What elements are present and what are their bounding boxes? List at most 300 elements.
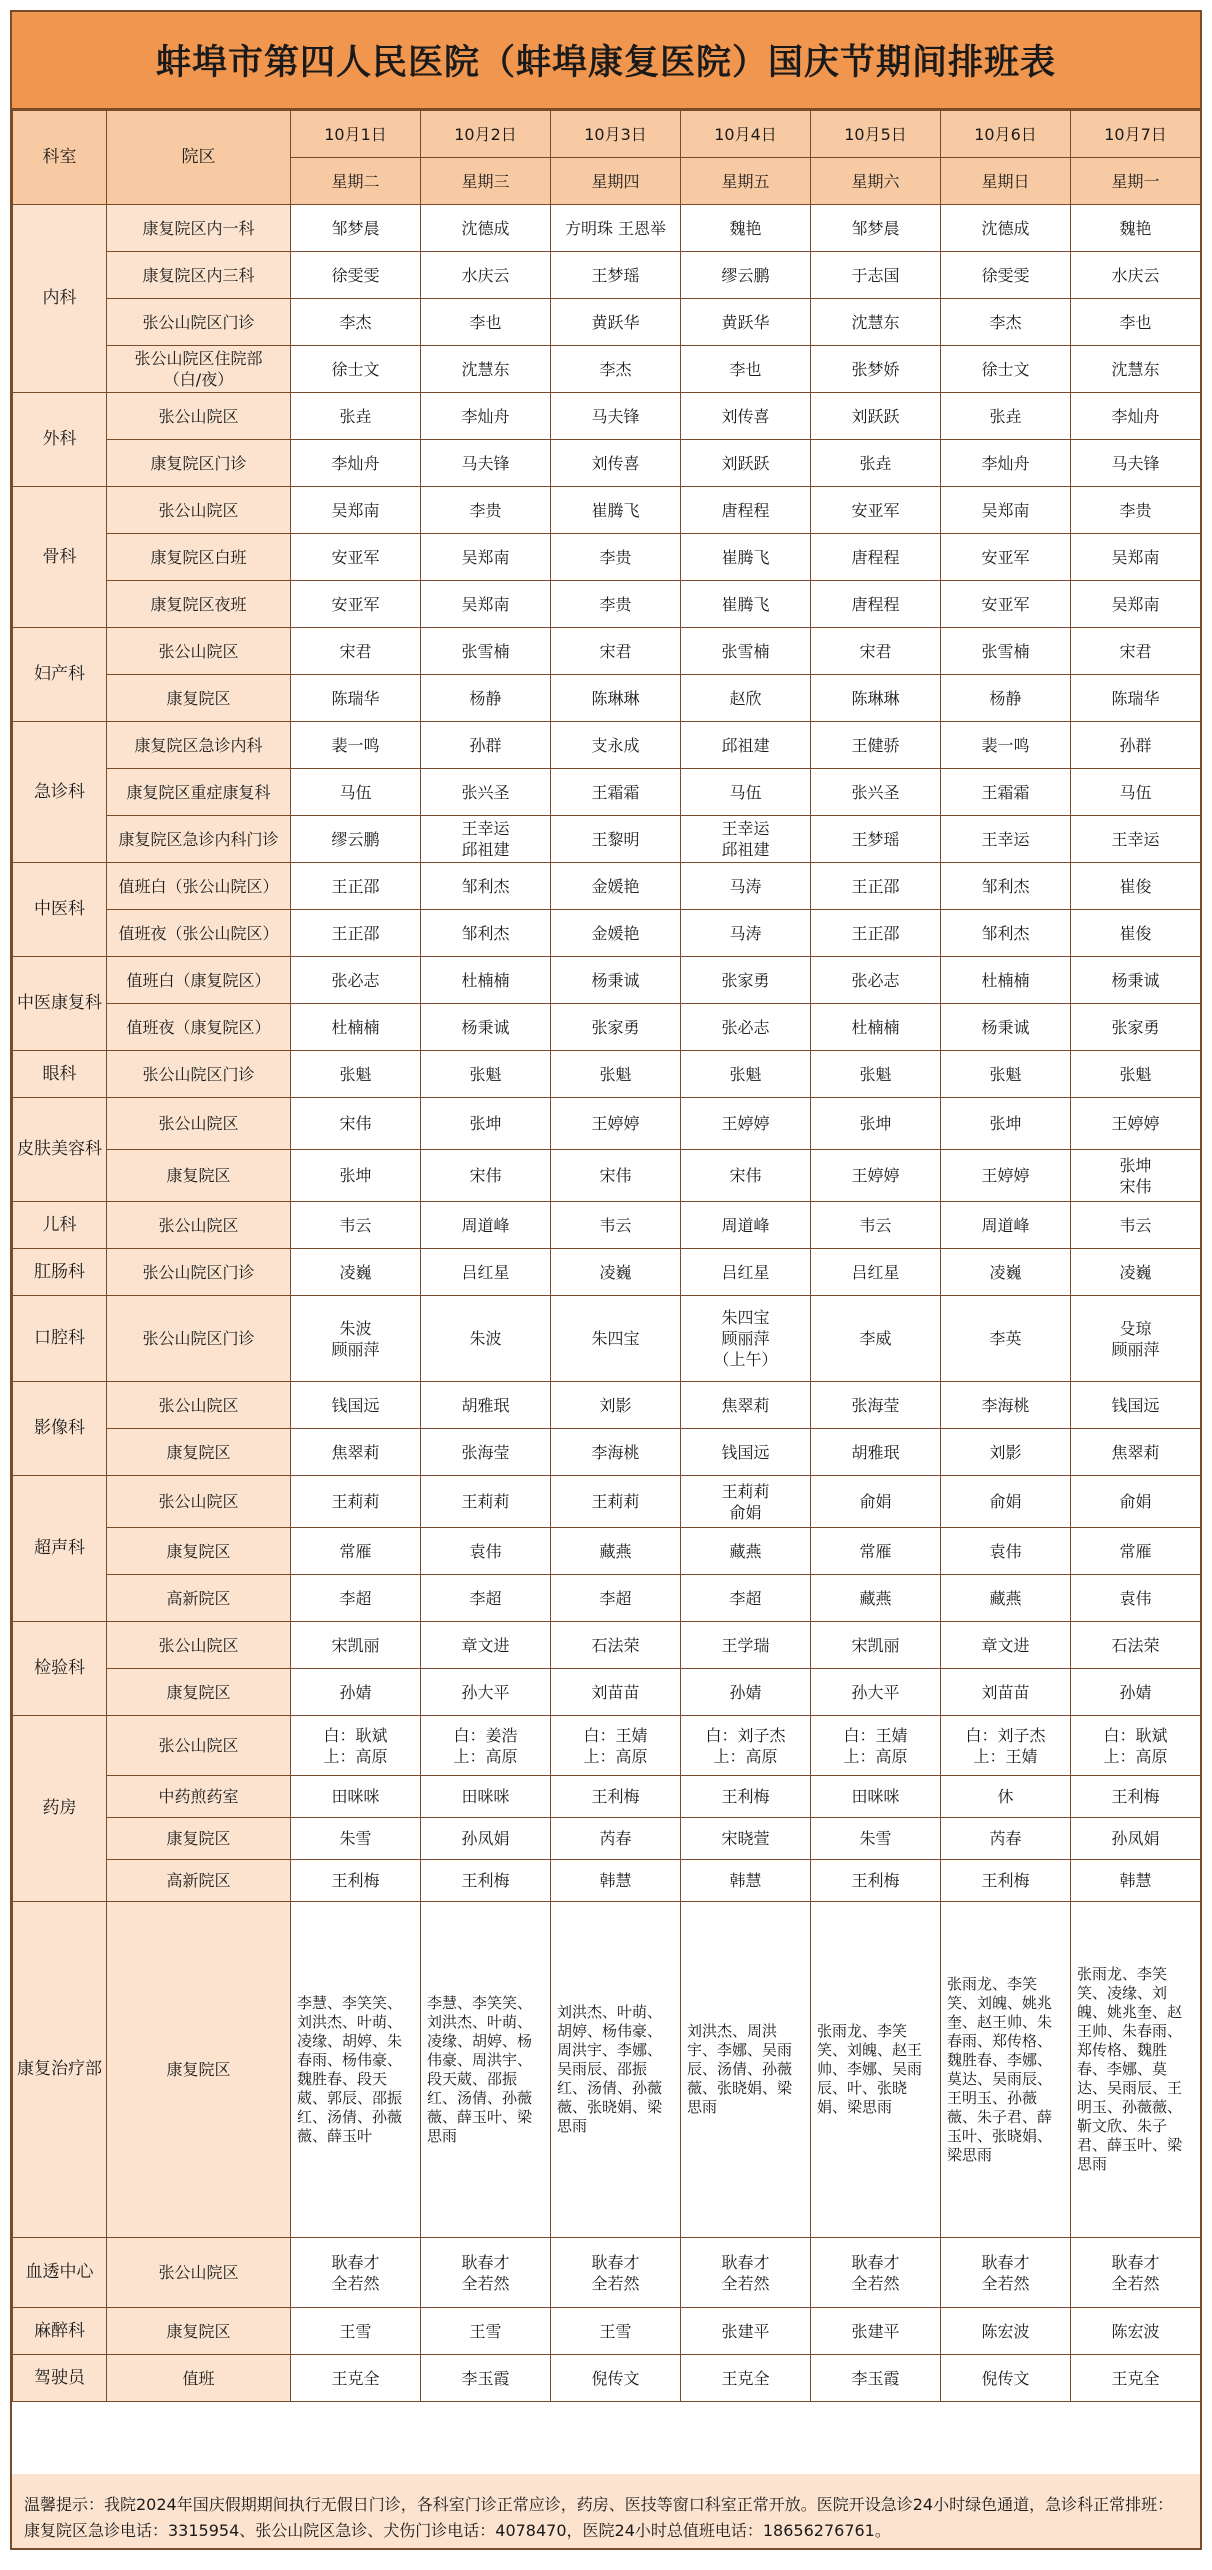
campus-cell: 康复院区夜班 [107,581,291,628]
schedule-cell: 王雪 [421,2308,551,2355]
schedule-cell: 马伍 [291,769,421,816]
schedule-cell: 王利梅 [681,1776,811,1818]
campus-cell: 康复院区 [107,1150,291,1202]
schedule-cell: 王幸运 邱祖建 [681,816,811,863]
schedule-cell: 李灿舟 [941,440,1071,487]
schedule-cell: 张魁 [1071,1051,1201,1098]
schedule-cell: 杨秉诚 [1071,957,1201,1004]
campus-cell: 康复院区 [107,2308,291,2355]
schedule-cell: 芮春 [551,1818,681,1860]
schedule-cell: 孙群 [421,722,551,769]
schedule-cell: 王正邵 [811,910,941,957]
schedule-cell: 李威 [811,1296,941,1382]
schedule-cell: 王利梅 [1071,1776,1201,1818]
schedule-cell: 崔俊 [1071,910,1201,957]
campus-cell: 康复院区 [107,675,291,722]
schedule-cell: 王健骄 [811,722,941,769]
schedule-cell: 孙婧 [681,1669,811,1716]
schedule-cell: 缪云鹏 [291,816,421,863]
table-row [13,440,1201,487]
schedule-cell: 宋君 [1071,628,1201,675]
campus-cell: 康复院区 [107,1429,291,1476]
schedule-cell: 石法荣 [551,1622,681,1669]
schedule-cell: 袁伟 [941,1528,1071,1575]
campus-cell: 值班白（康复院区） [107,957,291,1004]
schedule-cell: 宋晓萱 [681,1818,811,1860]
campus-cell: 张公山院区 [107,2238,291,2308]
table-row [13,1902,1201,2238]
schedule-cell: 田咪咪 [291,1776,421,1818]
schedule-cell: 宋伟 [291,1098,421,1150]
schedule-cell: 吴郑南 [421,534,551,581]
schedule-cell: 张坤 [291,1150,421,1202]
schedule-cell: 王利梅 [811,1860,941,1902]
schedule-cell: 宋君 [811,628,941,675]
dept-cell: 肛肠科 [13,1249,107,1296]
header-weekday: 星期日 [941,158,1071,205]
dept-cell: 儿科 [13,1202,107,1249]
table-row [13,2238,1201,2308]
campus-cell: 张公山院区住院部 （白/夜） [107,346,291,393]
schedule-cell: 吴郑南 [1071,534,1201,581]
schedule-cell: 王婷婷 [551,1098,681,1150]
header-weekday: 星期四 [551,158,681,205]
schedule-cell: 韦云 [811,1202,941,1249]
dept-cell: 血透中心 [13,2238,107,2308]
schedule-cell: 白：刘子杰 上：王婧 [941,1716,1071,1776]
header-campus: 院区 [107,111,291,205]
schedule-cell: 倪传文 [551,2355,681,2402]
schedule-page [10,10,1202,2550]
schedule-cell: 张坤 宋伟 [1071,1150,1201,1202]
schedule-cell: 黄跃华 [551,299,681,346]
schedule-cell: 张家勇 [1071,1004,1201,1051]
schedule-cell: 周道峰 [941,1202,1071,1249]
campus-cell: 康复院区重症康复科 [107,769,291,816]
schedule-cell: 章文进 [941,1622,1071,1669]
schedule-cell: 水庆云 [421,252,551,299]
table-row [13,1004,1201,1051]
schedule-cell: 吴郑南 [421,581,551,628]
schedule-cell: 凌巍 [551,1249,681,1296]
schedule-cell: 焦翠莉 [291,1429,421,1476]
schedule-cell: 李慧、李笑笑、刘洪杰、叶萌、凌缘、胡婷、朱春雨、杨伟豪、魏胜春、段天葳、郭辰、邵振红、汤倩、孙薇薇、薛玉叶 [291,1902,421,2238]
table-row [13,722,1201,769]
schedule-cell: 马夫锋 [1071,440,1201,487]
schedule-cell: 马夫锋 [421,440,551,487]
schedule-cell: 张海莹 [421,1429,551,1476]
table-row [13,1776,1201,1818]
table-row [13,346,1201,393]
schedule-cell: 王雪 [291,2308,421,2355]
schedule-cell: 陈宏波 [941,2308,1071,2355]
campus-cell: 康复院区 [107,1818,291,1860]
table-row [13,675,1201,722]
schedule-cell: 张雪楠 [941,628,1071,675]
campus-cell: 值班夜（康复院区） [107,1004,291,1051]
campus-cell: 张公山院区 [107,628,291,675]
campus-cell: 张公山院区 [107,1098,291,1150]
schedule-cell: 王利梅 [551,1776,681,1818]
schedule-cell: 李杰 [941,299,1071,346]
schedule-cell: 石法荣 [1071,1622,1201,1669]
schedule-cell: 邹梦晨 [811,205,941,252]
schedule-cell: 凌巍 [291,1249,421,1296]
schedule-cell: 李贵 [551,534,681,581]
schedule-cell: 邹利杰 [421,910,551,957]
table-row [13,1429,1201,1476]
dept-cell: 检验科 [13,1622,107,1716]
schedule-cell: 沈慧东 [1071,346,1201,393]
schedule-cell: 李玉霞 [421,2355,551,2402]
dept-cell: 外科 [13,393,107,487]
schedule-cell: 马伍 [1071,769,1201,816]
table-row [13,1575,1201,1622]
dept-cell: 麻醉科 [13,2308,107,2355]
schedule-cell: 孙婧 [1071,1669,1201,1716]
table-row [13,1150,1201,1202]
schedule-cell: 唐程程 [811,534,941,581]
schedule-cell: 王正邵 [291,910,421,957]
schedule-cell: 张雨龙、李笑笑、凌缘、刘魄、姚兆奎、赵王帅、朱春雨、郑传格、魏胜春、李娜、莫达、吴雨辰、王明玉、孙薇薇、靳文欣、朱子君、薛玉叶、梁思雨 [1071,1902,1201,2238]
schedule-cell: 陈琳琳 [551,675,681,722]
schedule-cell: 魏艳 [681,205,811,252]
schedule-cell: 崔腾飞 [681,581,811,628]
schedule-cell: 焦翠莉 [1071,1429,1201,1476]
schedule-cell: 崔腾飞 [551,487,681,534]
schedule-cell: 王幸运 邱祖建 [421,816,551,863]
schedule-cell: 李玉霞 [811,2355,941,2402]
schedule-cell: 张家勇 [551,1004,681,1051]
schedule-cell: 宋凯丽 [291,1622,421,1669]
schedule-cell: 马涛 [681,863,811,910]
table-row [13,769,1201,816]
table-row [13,1528,1201,1575]
schedule-cell: 邹梦晨 [291,205,421,252]
schedule-cell: 邱祖建 [681,722,811,769]
schedule-cell: 马伍 [681,769,811,816]
schedule-cell: 耿春才 全若然 [941,2238,1071,2308]
campus-cell: 张公山院区 [107,393,291,440]
header-date: 10月7日 [1071,111,1201,158]
schedule-cell: 赵欣 [681,675,811,722]
schedule-cell: 方明珠 王恩举 [551,205,681,252]
schedule-cell: 王婷婷 [681,1098,811,1150]
table-row [13,816,1201,863]
schedule-cell: 水庆云 [1071,252,1201,299]
schedule-cell: 张垚 [291,393,421,440]
schedule-cell: 朱四宝 [551,1296,681,1382]
schedule-cell: 王幸运 [941,816,1071,863]
campus-cell: 中药煎药室 [107,1776,291,1818]
table-row [13,863,1201,910]
schedule-cell: 安亚军 [941,534,1071,581]
schedule-cell: 常雁 [1071,1528,1201,1575]
schedule-cell: 钱国远 [1071,1382,1201,1429]
schedule-cell: 王克全 [291,2355,421,2402]
schedule-cell: 杨静 [421,675,551,722]
schedule-cell: 焦翠莉 [681,1382,811,1429]
schedule-cell: 王霜霜 [941,769,1071,816]
schedule-cell: 张兴圣 [421,769,551,816]
schedule-cell: 宋伟 [421,1150,551,1202]
schedule-cell: 张雨龙、李笑笑、刘魄、姚兆奎、赵王帅、朱春雨、郑传格、魏胜春、李娜、莫达、吴雨辰、王明玉、孙薇薇、朱子君、薛玉叶、张晓娟、梁思雨 [941,1902,1071,2238]
header-weekday: 星期一 [1071,158,1201,205]
schedule-cell: 俞娟 [941,1476,1071,1528]
header-date: 10月3日 [551,111,681,158]
schedule-cell: 陈瑞华 [1071,675,1201,722]
schedule-cell: 周道峰 [421,1202,551,1249]
schedule-cell: 凌巍 [941,1249,1071,1296]
schedule-cell: 李灿舟 [291,440,421,487]
schedule-cell: 张家勇 [681,957,811,1004]
table-row [13,1669,1201,1716]
schedule-cell: 李海桃 [551,1429,681,1476]
schedule-cell: 金媛艳 [551,910,681,957]
campus-cell: 张公山院区 [107,487,291,534]
campus-cell: 值班 [107,2355,291,2402]
schedule-cell: 张魁 [941,1051,1071,1098]
dept-cell: 中医科 [13,863,107,957]
header-date: 10月5日 [811,111,941,158]
campus-cell: 值班白（张公山院区） [107,863,291,910]
schedule-cell: 王莉莉 俞娟 [681,1476,811,1528]
schedule-cell: 刘跃跃 [681,440,811,487]
schedule-cell: 藏燕 [941,1575,1071,1622]
schedule-cell: 刘影 [941,1429,1071,1476]
schedule-cell: 邹利杰 [941,863,1071,910]
schedule-cell: 沈慧东 [421,346,551,393]
schedule-cell: 唐程程 [681,487,811,534]
schedule-cell: 安亚军 [291,581,421,628]
campus-cell: 高新院区 [107,1860,291,1902]
schedule-cell: 王雪 [551,2308,681,2355]
schedule-cell: 张梦娇 [811,346,941,393]
table-row [13,1202,1201,1249]
table-row [13,1098,1201,1150]
table-row [13,2308,1201,2355]
schedule-cell: 魏艳 [1071,205,1201,252]
schedule-cell: 金媛艳 [551,863,681,910]
campus-cell: 张公山院区门诊 [107,1249,291,1296]
schedule-cell: 刘影 [551,1382,681,1429]
schedule-cell: 缪云鹏 [681,252,811,299]
table-row [13,1296,1201,1382]
schedule-cell: 李灿舟 [1071,393,1201,440]
schedule-cell: 杜楠楠 [421,957,551,1004]
schedule-cell: 徐士文 [941,346,1071,393]
table-row [13,957,1201,1004]
schedule-cell: 吴郑南 [291,487,421,534]
schedule-cell: 张必志 [291,957,421,1004]
schedule-cell: 宋君 [551,628,681,675]
schedule-cell: 俞娟 [811,1476,941,1528]
schedule-cell: 藏燕 [811,1575,941,1622]
schedule-cell: 凌巍 [1071,1249,1201,1296]
schedule-cell: 马夫锋 [551,393,681,440]
campus-cell: 张公山院区 [107,1622,291,1669]
schedule-cell: 崔俊 [1071,863,1201,910]
schedule-cell: 陈琳琳 [811,675,941,722]
schedule-cell: 崔腾飞 [681,534,811,581]
schedule-cell: 裴一鸣 [941,722,1071,769]
schedule-cell: 王婷婷 [1071,1098,1201,1150]
schedule-cell: 沈德成 [941,205,1071,252]
schedule-cell: 耿春才 全若然 [811,2238,941,2308]
table-row [13,1818,1201,1860]
schedule-cell: 白：王婧 上：高原 [811,1716,941,1776]
table-row [13,487,1201,534]
schedule-cell: 张建平 [681,2308,811,2355]
schedule-cell: 宋伟 [681,1150,811,1202]
table-row [13,1716,1201,1776]
schedule-cell: 张魁 [421,1051,551,1098]
table-row [13,628,1201,675]
campus-cell: 张公山院区门诊 [107,1051,291,1098]
schedule-cell: 宋凯丽 [811,1622,941,1669]
schedule-cell: 杨秉诚 [421,1004,551,1051]
schedule-cell: 李杰 [551,346,681,393]
dept-cell: 影像科 [13,1382,107,1476]
schedule-cell: 陈瑞华 [291,675,421,722]
schedule-cell: 李也 [1071,299,1201,346]
schedule-cell: 耿春才 全若然 [551,2238,681,2308]
schedule-cell: 耿春才 全若然 [1071,2238,1201,2308]
schedule-cell: 朱雪 [811,1818,941,1860]
schedule-cell: 王克全 [681,2355,811,2402]
schedule-cell: 王莉莉 [291,1476,421,1528]
page-title: 蚌埠市第四人民医院（蚌埠康复医院）国庆节期间排班表 [12,12,1200,110]
schedule-cell: 李超 [551,1575,681,1622]
schedule-cell: 常雁 [291,1528,421,1575]
schedule-cell: 张雪楠 [681,628,811,675]
schedule-cell: 张坤 [421,1098,551,1150]
schedule-cell: 刘苗苗 [551,1669,681,1716]
schedule-cell: 韦云 [1071,1202,1201,1249]
schedule-cell: 于志国 [811,252,941,299]
schedule-cell: 刘传喜 [551,440,681,487]
schedule-cell: 孙婧 [291,1669,421,1716]
schedule-cell: 孙凤娟 [421,1818,551,1860]
schedule-cell: 王利梅 [421,1860,551,1902]
schedule-cell: 唐程程 [811,581,941,628]
schedule-cell: 孙群 [1071,722,1201,769]
schedule-table [12,110,1201,2402]
schedule-cell: 张海莹 [811,1382,941,1429]
schedule-cell: 韦云 [551,1202,681,1249]
schedule-cell: 胡雅珉 [421,1382,551,1429]
schedule-cell: 袁伟 [1071,1575,1201,1622]
dept-cell: 驾驶员 [13,2355,107,2402]
schedule-cell: 王婷婷 [811,1150,941,1202]
header-date: 10月4日 [681,111,811,158]
dept-cell: 急诊科 [13,722,107,863]
schedule-cell: 马涛 [681,910,811,957]
schedule-cell: 殳琼 顾丽萍 [1071,1296,1201,1382]
header-weekday: 星期三 [421,158,551,205]
header-dept: 科室 [13,111,107,205]
campus-cell: 张公山院区 [107,1476,291,1528]
schedule-cell: 张垚 [811,440,941,487]
schedule-cell: 张必志 [811,957,941,1004]
schedule-cell: 胡雅珉 [811,1429,941,1476]
table-row [13,910,1201,957]
table-row [13,1382,1201,1429]
schedule-cell: 吴郑南 [1071,581,1201,628]
schedule-cell: 常雁 [811,1528,941,1575]
schedule-cell: 耿春才 全若然 [681,2238,811,2308]
schedule-cell: 裴一鸣 [291,722,421,769]
schedule-cell: 张兴圣 [811,769,941,816]
schedule-cell: 李英 [941,1296,1071,1382]
dept-cell: 超声科 [13,1476,107,1622]
schedule-cell: 张雨龙、李笑笑、刘魄、赵王帅、李娜、吴雨辰、叶、张晓娟、梁思雨 [811,1902,941,2238]
schedule-cell: 张垚 [941,393,1071,440]
schedule-cell: 李海桃 [941,1382,1071,1429]
dept-cell: 内科 [13,205,107,393]
footer-notice: 温馨提示：我院2024年国庆假期期间执行无假日门诊，各科室门诊正常应诊，药房、医技等窗口科室正常开放。医院开设急诊24小时绿色通道，急诊科正常排班：康复院区急诊电话：3315954、张公山院区急诊、犬伤门诊电话：4078470，医院24小时总值班电话：18656276761。 [12,2474,1200,2548]
schedule-cell: 徐士文 [291,346,421,393]
schedule-cell: 徐雯雯 [291,252,421,299]
schedule-cell: 朱波 顾丽萍 [291,1296,421,1382]
campus-cell: 值班夜（张公山院区） [107,910,291,957]
table-row [13,1476,1201,1528]
schedule-cell: 韦云 [291,1202,421,1249]
schedule-cell: 白：姜浩 上：高原 [421,1716,551,1776]
schedule-cell: 沈德成 [421,205,551,252]
schedule-cell: 王利梅 [291,1860,421,1902]
schedule-cell: 吕红星 [811,1249,941,1296]
campus-cell: 康复院区门诊 [107,440,291,487]
table-row [13,2355,1201,2402]
schedule-cell: 李慧、李笑笑、刘洪杰、叶萌、凌缘、胡婷、杨伟豪、周洪宇、段天葳、邵振红、汤倩、孙薇薇、薛玉叶、梁思雨 [421,1902,551,2238]
schedule-cell: 张魁 [811,1051,941,1098]
table-row [13,252,1201,299]
table-row [13,393,1201,440]
schedule-cell: 王莉莉 [421,1476,551,1528]
table-row [13,1051,1201,1098]
schedule-cell: 耿春才 全若然 [421,2238,551,2308]
schedule-cell: 藏燕 [551,1528,681,1575]
campus-cell: 高新院区 [107,1575,291,1622]
schedule-cell: 王学瑞 [681,1622,811,1669]
schedule-cell: 韩慧 [681,1860,811,1902]
schedule-cell: 王克全 [1071,2355,1201,2402]
header-weekday: 星期六 [811,158,941,205]
schedule-cell: 白：刘子杰 上：高原 [681,1716,811,1776]
table-row [13,1249,1201,1296]
header-weekday: 星期二 [291,158,421,205]
schedule-cell: 王梦瑶 [551,252,681,299]
schedule-cell: 刘苗苗 [941,1669,1071,1716]
schedule-cell: 宋伟 [551,1150,681,1202]
campus-cell: 康复院区 [107,1902,291,2238]
schedule-cell: 王婷婷 [941,1150,1071,1202]
schedule-cell: 韩慧 [1071,1860,1201,1902]
schedule-cell: 韩慧 [551,1860,681,1902]
schedule-cell: 李超 [291,1575,421,1622]
schedule-cell: 孙凤娟 [1071,1818,1201,1860]
schedule-cell: 李贵 [1071,487,1201,534]
table-row [13,1622,1201,1669]
schedule-cell: 张坤 [941,1098,1071,1150]
schedule-cell: 钱国远 [681,1429,811,1476]
schedule-cell: 王正邵 [291,863,421,910]
schedule-cell: 钱国远 [291,1382,421,1429]
schedule-cell: 倪传文 [941,2355,1071,2402]
schedule-cell: 王梦瑶 [811,816,941,863]
schedule-cell: 杨秉诚 [551,957,681,1004]
